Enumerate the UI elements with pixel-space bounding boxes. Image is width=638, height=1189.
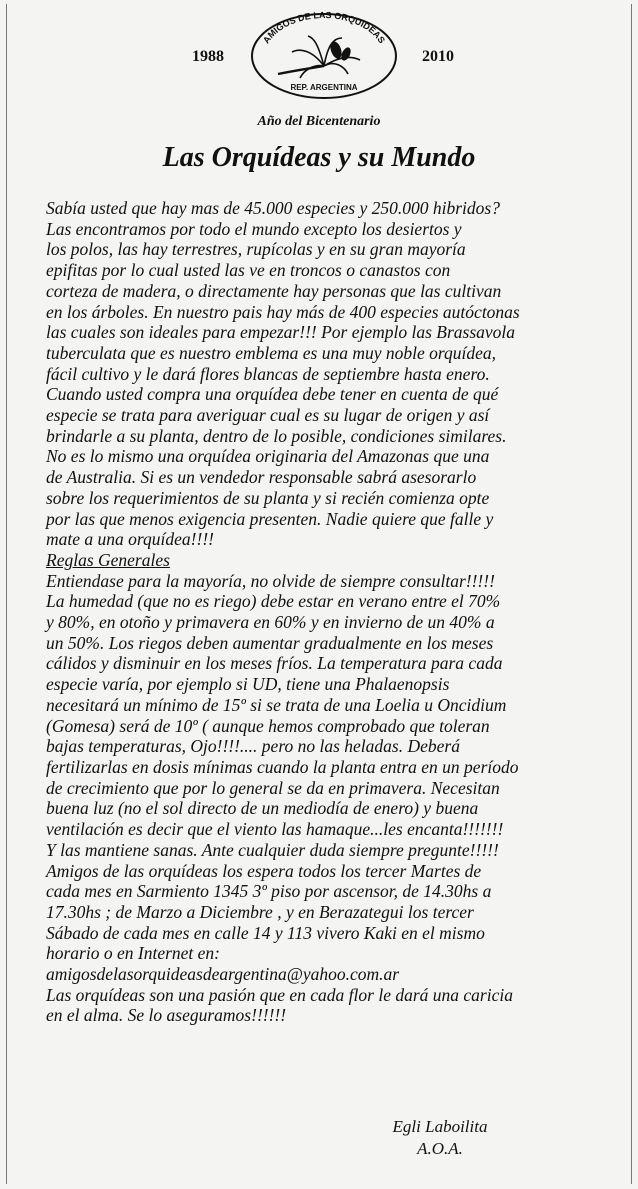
year-right: 2010 <box>422 48 454 65</box>
text-line: especie se trata para averiguar cual es su lugar de origen y así <box>46 405 490 426</box>
text-line: bajas temperaturas, Ojo!!!!.... pero no las heladas. Deberá <box>46 736 460 757</box>
orchid-logo-seal <box>248 8 400 100</box>
text-line: epifitas por lo cual usted las ve en troncos o canastos con <box>46 260 451 281</box>
text-line: horario o en Internet en: <box>46 943 220 964</box>
text-line: fácil cultivo y le dará flores blancas de septiembre hasta enero. <box>46 363 490 384</box>
text-line: un 50%. Los riegos deben aumentar gradualmente en los meses <box>46 632 494 653</box>
text-line: de crecimiento que por lo general se da en primavera. Necesitan <box>46 777 500 798</box>
text-line: corteza de madera, o directamente hay personas que las cultivan <box>46 280 502 301</box>
signature-org: A.O.A. <box>417 1139 463 1158</box>
rules-paragraph <box>46 571 626 1026</box>
text-line: Entiendase para la mayoría, no olvide de siempre consultar!!!!! <box>46 570 495 591</box>
text-line: en el alma. Se lo aseguramos!!!!!! <box>46 1005 287 1026</box>
subtitle: Año del Bicentenario <box>257 114 381 129</box>
text-line: (Gomesa) será de 10º ( aunque hemos comprobado que toleran <box>46 715 490 736</box>
text-line: Las orquídeas son una pasión que en cada flor le dará una caricia <box>46 984 513 1005</box>
text-line: Sabía usted que hay mas de 45.000 especies y 250.000 hibridos? <box>46 198 500 218</box>
text-line: necesitará un mínimo de 15º si se trata de una Loelia u Oncidium <box>46 694 507 715</box>
email-address: amigosdelasorquideasdeargentina@yahoo.com.ar <box>46 964 400 985</box>
text-line: sobre los requerimientos de su planta y si recién comienza opte <box>46 487 490 508</box>
text-line: cálidos y disminuir en los meses fríos. La temperatura para cada <box>46 653 503 674</box>
svg-text:REP. ARGENTINA: REP. ARGENTINA <box>290 83 358 92</box>
text-line: Las encontramos por todo el mundo excepto los desiertos y <box>46 218 462 239</box>
text-line: La humedad (que no es riego) debe estar en verano entre el 70% <box>46 591 501 612</box>
svg-text:AMIGOS DE LAS ORQUIDEAS: AMIGOS DE LAS ORQUIDEAS <box>261 9 387 46</box>
text-line: cada mes en Sarmiento 1345 3º piso por ascensor, de 14.30hs a <box>46 881 492 902</box>
text-line: No es lo mismo una orquídea originaria del Amazonas que una <box>46 446 490 467</box>
text-line: Cuando usted compra una orquídea debe tener en cuenta de qué <box>46 384 499 405</box>
text-line: de Australia. Si es un vendedor responsable sabrá asesorarlo <box>46 467 477 488</box>
text-line: brindarle a su planta, dentro de lo posible, condiciones similares. <box>46 425 507 446</box>
text-line: buena luz (no el sol directo de un mediodía de enero) y buena <box>46 798 479 819</box>
year-left: 1988 <box>192 48 224 65</box>
text-line: y 80%, en otoño y primavera en 60% y en invierno de un 40% a <box>46 612 495 633</box>
text-line: por las que menos exigencia presenten. Nadie quiere que falle y <box>46 508 494 529</box>
text-line: los polos, las hay terrestres, rupícolas y en su gran mayoría <box>46 239 466 260</box>
text-line: ventilación es decir que el viento las hamaque...les encanta!!!!!!! <box>46 819 504 840</box>
article-body <box>46 198 626 1026</box>
text-line: Y las mantiene sanas. Ante cualquier duda siempre pregunte!!!!! <box>46 839 499 860</box>
text-line: Amigos de las orquídeas los espera todos los tercer Martes de <box>46 860 482 881</box>
rules-heading: Reglas Generales <box>46 549 170 570</box>
text-line: las cuales son ideales para empezar!!! Por ejemplo las Brassavola <box>46 322 516 343</box>
text-line: especie varía, por ejemplo si UD, tiene una Phalaenopsis <box>46 674 450 695</box>
text-line: tuberculata que es nuestro emblema es una muy noble orquídea, <box>46 342 497 363</box>
signature-block <box>380 1116 500 1160</box>
article-title: Las Orquídeas y su Mundo <box>162 142 476 173</box>
intro-paragraph <box>46 198 626 550</box>
text-line: Sábado de cada mes en calle 14 y 113 vivero Kaki en el mismo <box>46 922 485 943</box>
signature-name: Egli Laboilita <box>392 1117 488 1136</box>
text-line: en los árboles. En nuestro pais hay más de 400 especies autóctonas <box>46 301 520 322</box>
text-line: 17.30hs ; de Marzo a Diciembre , y en Berazategui los tercer <box>46 901 474 922</box>
text-line: fertilizarlas en dosis mínimas cuando la planta entra en un período <box>46 756 519 777</box>
text-line: mate a una orquídea!!!! <box>46 529 214 550</box>
